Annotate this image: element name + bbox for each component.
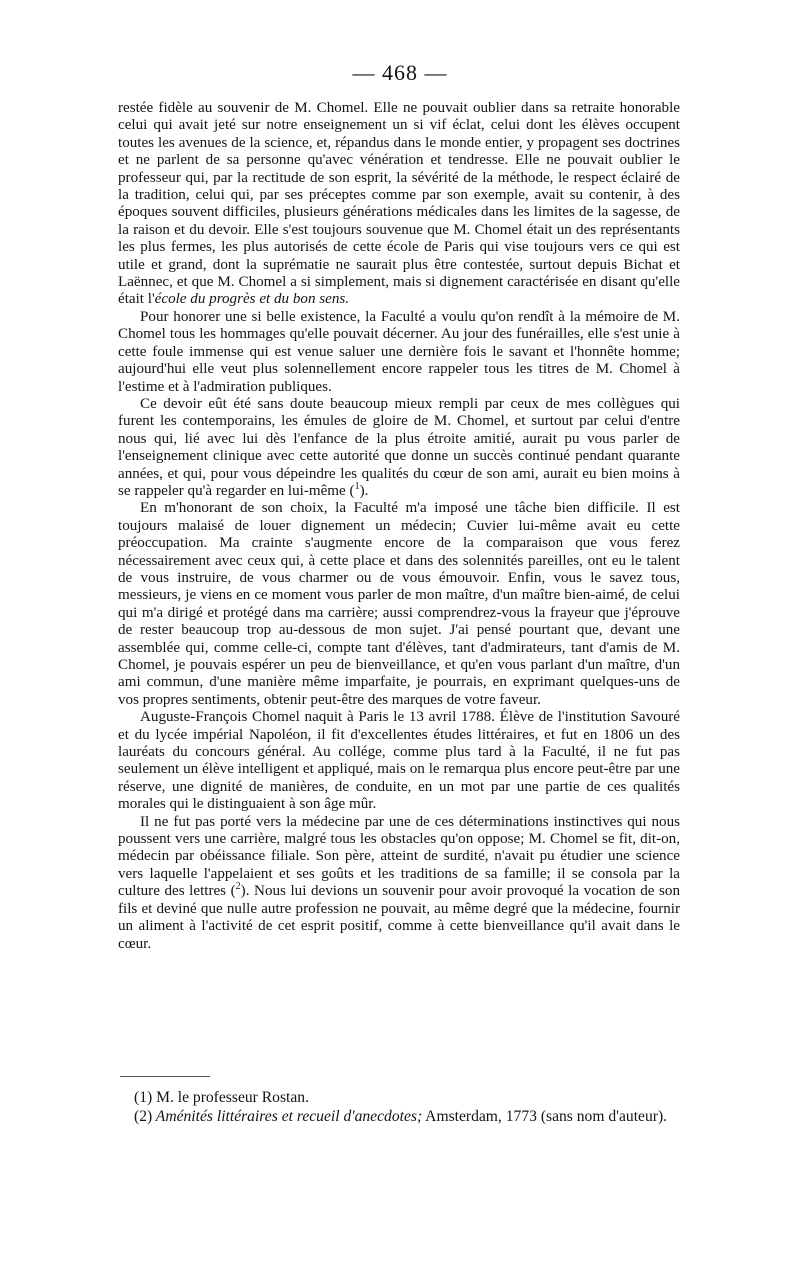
paragraph-6-end: ). Nous lui devions un souvenir pour avoir provoqué la vocation de son fils et deviné que nulle autre profession ne pouvait, au même degré que la médecine, fournir un aliment à l'activité de cet esprit positif, comme à cette bienveillance qu'il avait dans le cœur. [118,883,680,952]
paragraph-5: Auguste-François Chomel naquit à Paris le 13 avril 1788. Élève de l'institution Savouré et du lycée impérial Napoléon, il fit d'excellentes études littéraires, et fut en 1806 un des lauréats du concours général. Au collége, comme plus tard à la Faculté, il ne fut pas seulement un élève intelligent et appliqué, mais on le remarqua plus encore peut-être par une réserve, une dignité de manières, de conduite, en un mot par une partie de ces qualités morales qui le distinguaient à son âge mûr. [118,709,680,813]
paragraph-3-end: ). [359,482,369,499]
paragraph-1-text: restée fidèle au souvenir de M. Chomel. Elle ne pouvait oublier dans sa retraite honorable celui qui avait jeté sur notre enseignement un si vif éclat, celui dont les élèves occupent toutes les avenues de la science, et, répandus dans le monde entier, y propagent ses doctrines et ne parlent de sa personne qu'avec vénération et tendresse. Elle ne pouvait oublier le professeur qui, par la rectitude de son esprit, la sévérité de la méthode, le respect éclairé de la tradition, celui qui, par ses préceptes comme par son exemple, avait su contenir, à des époques souvent difficiles, plusieurs générations médicales dans les limites de la sagesse, de la raison et du devoir. Elle s'est toujours souvenue que M. Chomel était un des représentants les plus fermes, les plus autorisés de cette école de Paris qui vise toujours vers ce qui est utile et grand, dont la suprématie ne saurait plus être contestée, surtout depuis Bichat et Laënnec, et que M. Chomel a si simplement, mais si dignement caractérisée en disant qu'elle était l' [118,100,680,308]
footnote-separator [120,1076,210,1077]
paragraph-2: Pour honorer une si belle existence, la Faculté a voulu qu'on rendît à la mémoire de M. Chomel tous les hommages qu'elle pouvait décerner. Au jour des funérailles, elle s'est unie à cette foule immense qui est venue saluer une dernière fois le savant et l'honnête homme; aujourd'hui elle veut plus solennellement encore rappeler tous les titres de M. Chomel à l'estime et à l'admiration publiques. [118,308,680,395]
footnote-ref-2: 2 [235,881,241,893]
footnotes [118,1088,680,1126]
paragraph-3 [118,396,680,500]
footnote-1-text: M. le professeur Rostan. [152,1089,309,1106]
page-number: — 468 — [352,60,448,85]
paragraph-6-text: Il ne fut pas porté vers la médecine par une de ces déterminations instinctives qui nous poussent vers une carrière, malgré tous les obstacles qu'on oppose; M. Chomel se fit, dit-on, médecin par obéissance filiale. Son père, atteint de surdité, n'avait pu étudier une science vers laquelle l'appelaient et ses goûts et les traditions de sa famille; il se consola par la culture des lettres ( [118,813,680,900]
body-text [118,100,680,953]
paragraph-1 [118,100,680,309]
footnote-2-italic: Aménités littéraires et recueil d'anecdotes; [152,1108,423,1125]
footnote-1-marker: (1) [134,1089,153,1106]
paragraph-6 [118,814,680,953]
paragraph-4: En m'honorant de son choix, la Faculté m'a imposé une tâche bien difficile. Il est toujours malaisé de louer dignement un médecin; Cuvier lui-même avait eu cette préoccupation. Ma crainte s'augmente encore de la comparaison que vous ferez nécessairement avec ceux qui, à cette place et dans des solennités pareilles, ont eu le talent de vous instruire, de vous charmer ou de vous émouvoir. Enfin, vous le savez tous, messieurs, je viens en ce moment vous parler de mon maître, d'un maître bien-aimé, de celui qui m'a dirigé et protégé dans ma carrière; aussi comprendrez-vous la frayeur que j'éprouve de rester beaucoup trop au-dessous de mon sujet. J'ai pensé pourtant que, devant une assemblée qui, comme celle-ci, compte tant d'élèves, tant d'admirateurs, tant d'amis de M. Chomel, je pouvais espérer un peu de bienveillance, et qu'en vous parlant d'un maître, d'un ami commun, d'une manière même imparfaite, je pourrais, en exprimant quelques-uns de vos propres sentiments, obtenir peut-être des marques de votre faveur. [118,500,680,708]
footnote-2-marker: (2) [134,1108,153,1125]
paragraph-1-italic: école du progrès et du bon sens. [154,291,350,308]
paragraph-3-text: Ce devoir eût été sans doute beaucoup mieux rempli par ceux de mes collègues qui furent les contemporains, les émules de gloire de M. Chomel, et surtout par celui d'entre nous qui, lié avec lui dès l'enfance de la plus étroite amitié, aurait pu vous parler de l'enseignement clinique avec cette autorité que donne un succès continué pendant quarante années, et qui, pour vous dépeindre les qualités du cœur de son ami, aurait eu bien moins à se rappeler qu'à regarder en lui-même ( [118,395,680,499]
footnote-ref-1: 1 [354,480,360,492]
footnote-2 [118,1107,680,1126]
footnote-2-text: Amsterdam, 1773 (sans nom d'auteur). [422,1108,668,1125]
footnote-1 [118,1088,680,1107]
